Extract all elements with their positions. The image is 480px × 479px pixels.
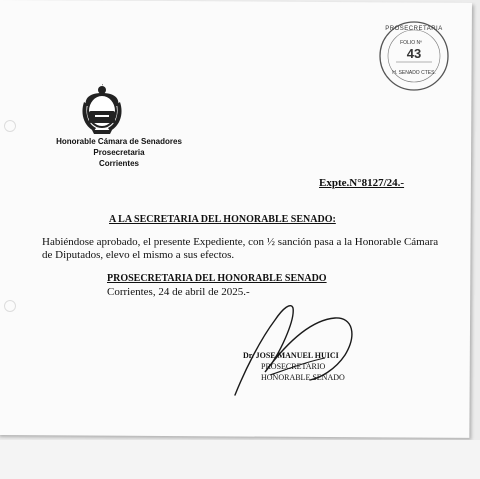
letterhead-office: Prosecretaria xyxy=(93,148,145,157)
addressee-line: A LA SECRETARIA DEL HONORABLE SENADO: xyxy=(109,214,336,225)
signatory-body: HONORABLE SENADO xyxy=(261,373,345,382)
stamp-top-text: PROSECRETARIA xyxy=(385,26,443,32)
page-bottom-margin xyxy=(0,440,480,479)
letterhead xyxy=(48,136,190,169)
stamp-bottom-text: H. SENADO CTES. xyxy=(392,70,436,76)
office-heading: PROSECRETARIA DEL HONORABLE SENADO xyxy=(107,273,327,284)
letterhead-city: Corrientes xyxy=(98,159,139,168)
stamp-folio-label: FOLIO Nº xyxy=(400,40,422,46)
punch-hole-mark xyxy=(4,300,16,312)
place-and-date: Corrientes, 24 de abril de 2025.- xyxy=(107,286,250,298)
punch-hole-mark xyxy=(4,120,16,132)
body-paragraph: Habiéndose aprobado, el presente Expediente, con ½ sanción pasa a la Honorable Cámara de Diputados, elevo el mismo a sus efectos. xyxy=(42,236,439,261)
signature-block xyxy=(243,350,345,383)
coat-of-arms-icon xyxy=(80,84,124,134)
signatory-title: PROSECRETARIO xyxy=(261,362,326,371)
letterhead-institution: Honorable Cámara de Senadores xyxy=(56,137,182,146)
signatory-name: Dr. JOSE MANUEL HUICI xyxy=(243,351,339,360)
stamp-folio-number: 43 xyxy=(406,46,422,61)
file-reference: Expte.N°8127/24.- xyxy=(319,177,405,189)
